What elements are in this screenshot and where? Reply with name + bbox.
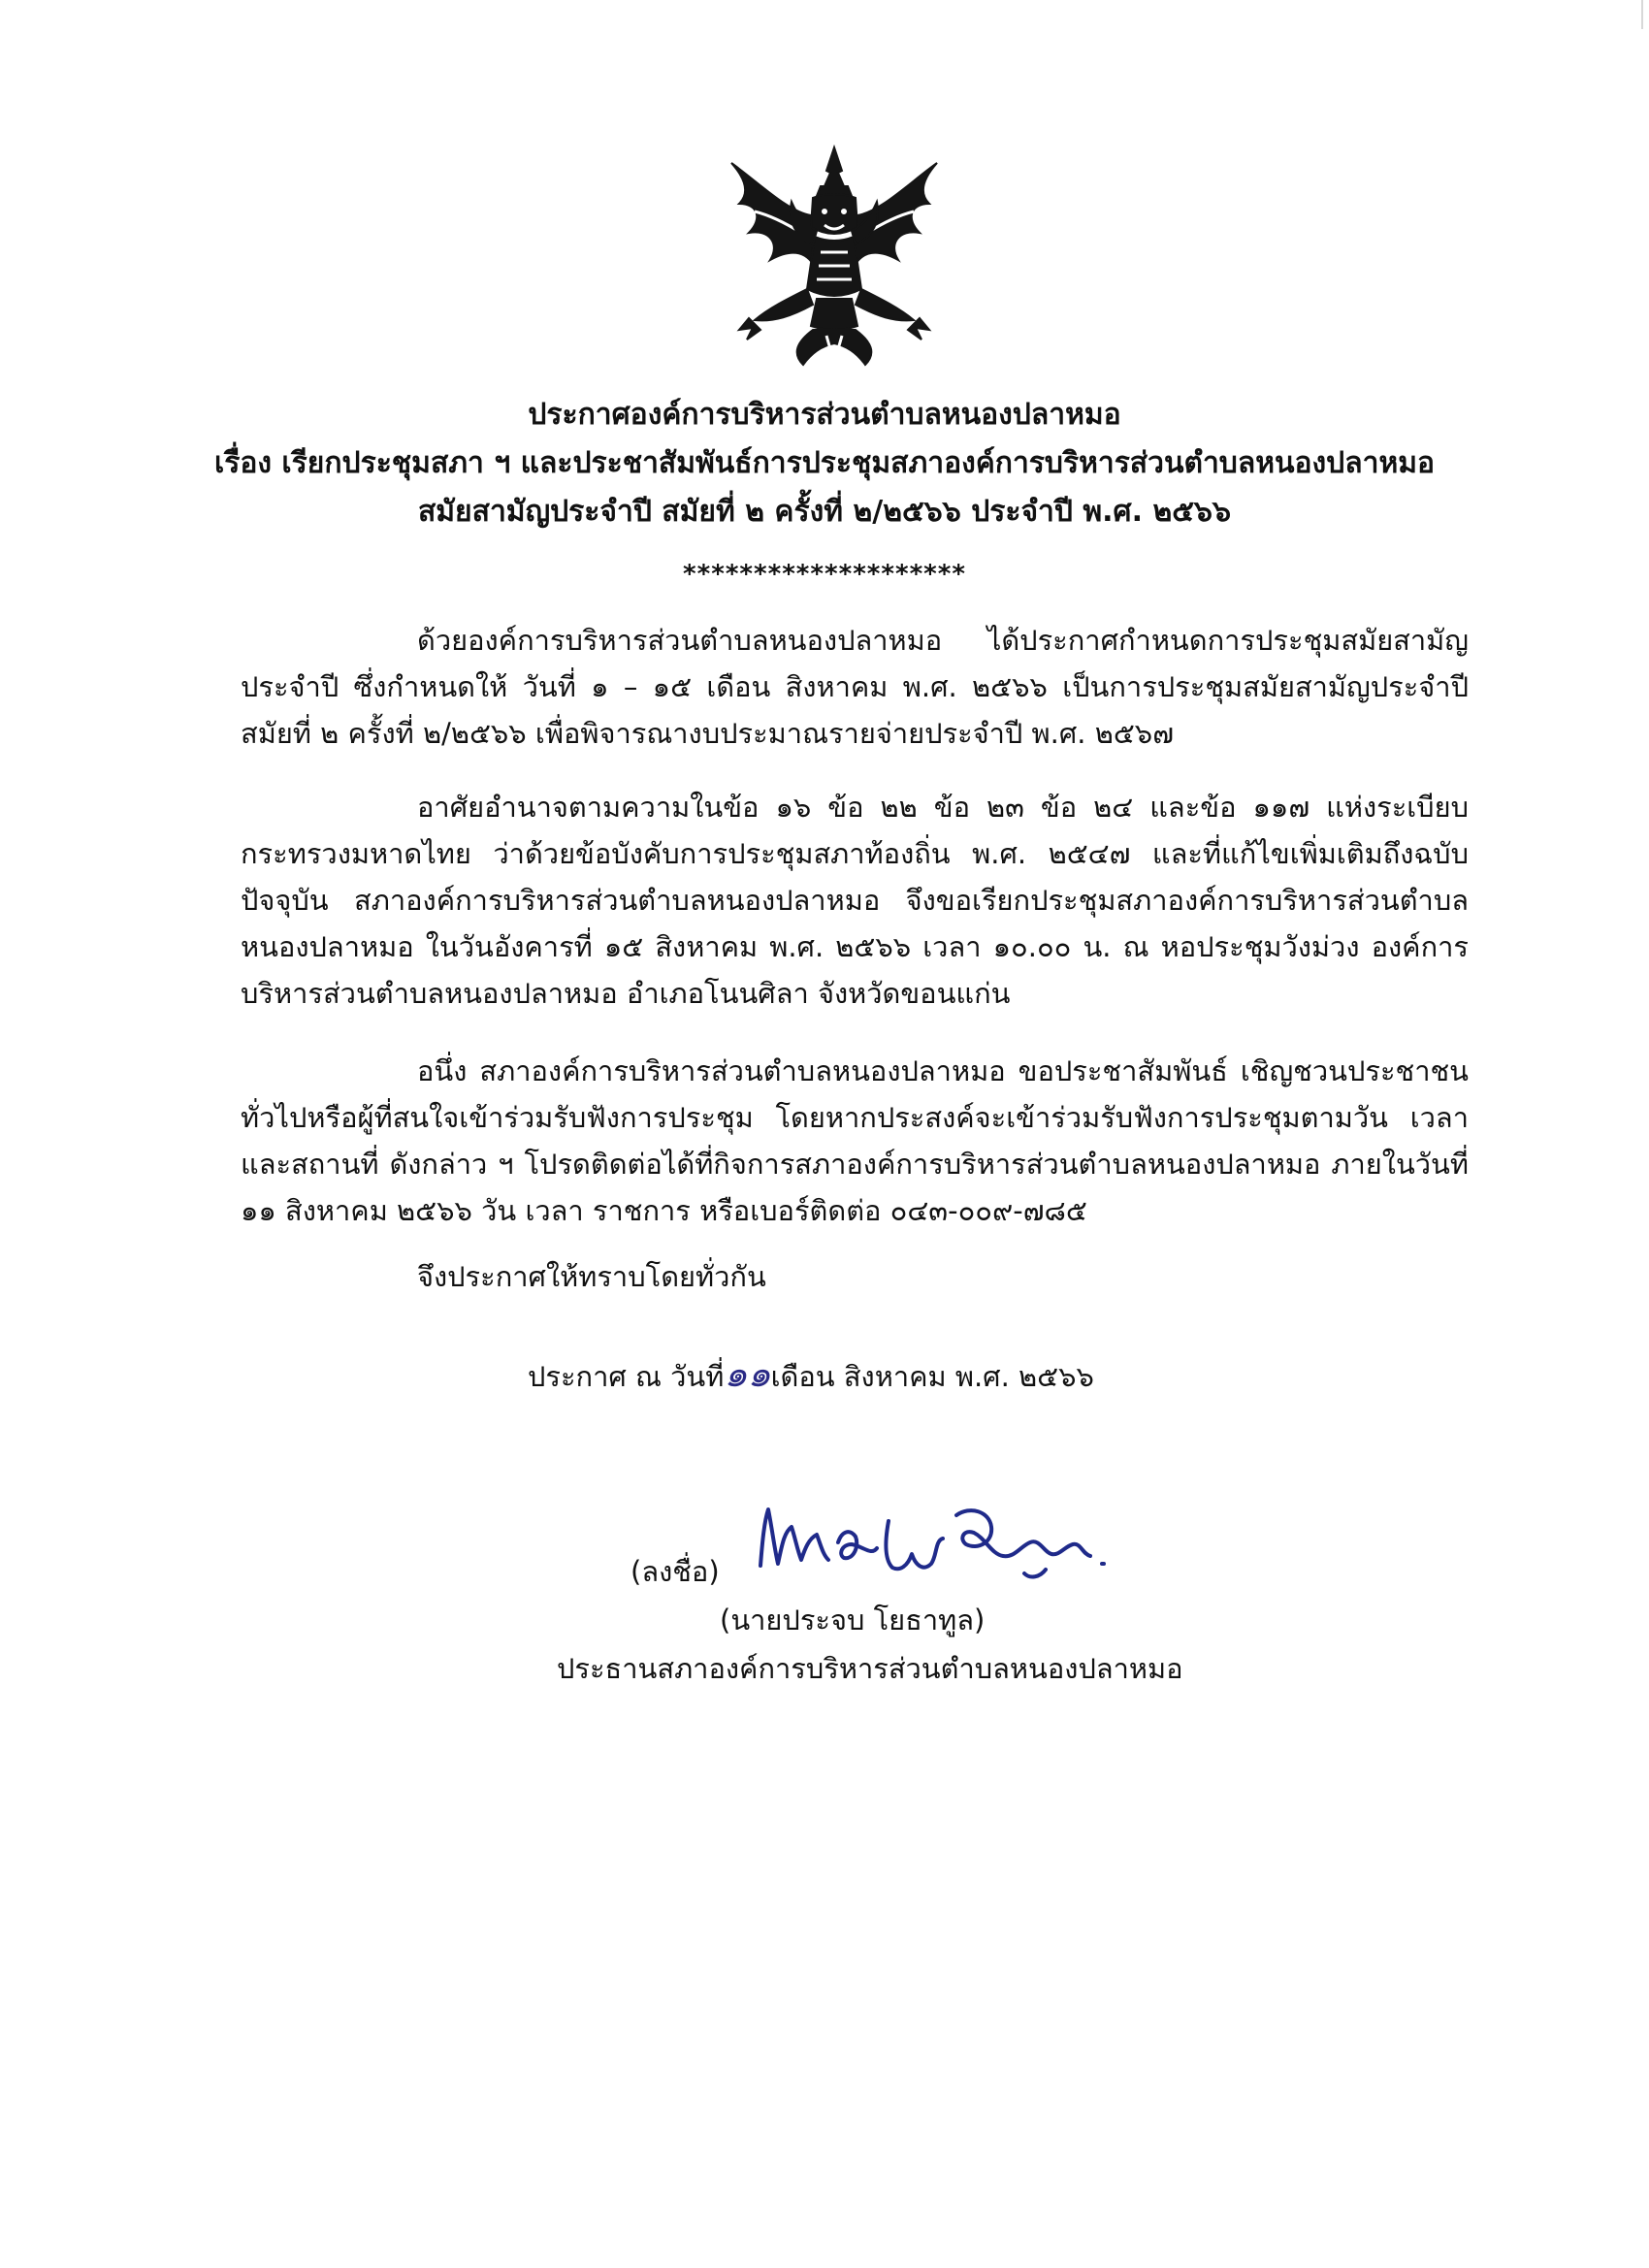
separator-stars: ******************** (683, 560, 966, 589)
date-day-handwritten: ๑๑ (724, 1352, 771, 1395)
paragraph-3-text: อนึ่ง สภาองค์การบริหารส่วนตำบลหนองปลาหมอ ขอประชาสัมพันธ์ เชิญชวนประชาชนทั่วไปหรือผู้ที่สนใจเข้าร่วมรับฟังการประชุม โดยหากประสงค์จะเข้าร่วมรับฟังการประชุมตามวัน เวลา และสถานที่ ดังกล่าว ฯ โปรดติดต่อได้ที่กิจการสภาองค์การบริหารส่วนตำบลหนองปลาหมอ ภายในวันที่ ๑๑ สิงหาคม ๒๕๖๖ วัน เวลา ราชการ หรือเบอร์ติดต่อ ๐๔๓-๐๐๙-๗๘๕ (241, 1054, 1469, 1227)
paragraph-2-text: อาศัยอำนาจตามความในข้อ ๑๖ ข้อ ๒๒ ข้อ ๒๓ ข้อ ๒๔ และข้อ ๑๑๗ แห่งระเบียบกระทรวงมหาดไทย ว่าด้วยข้อบังคับการประชุมสภาท้องถิ่น พ.ศ. ๒๕๔๗ และที่แก้ไขเพิ่มเติมถึงฉบับปัจจุบัน สภาองค์การบริหารส่วนตำบลหนองปลาหมอ จึงขอเรียกประชุมสภาองค์การบริหารส่วนตำบลหนองปลาหมอ ในวันอังคารที่ ๑๕ สิงหาคม พ.ศ. ๒๕๖๖ เวลา ๑๐.๐๐ น. ณ หอประชุมวังม่วง องค์การบริหารส่วนตำบลหนองปลาหมอ อำเภอโนนศิลา จังหวัดขอนแก่น (241, 791, 1469, 1010)
paragraph-1 (241, 617, 1469, 757)
handwritten-signature (749, 1482, 1117, 1589)
announcement-title: ประกาศองค์การบริหารส่วนตำบลหนองปลาหมอ (528, 398, 1121, 432)
signature-label: (ลงชื่อ) (630, 1555, 720, 1588)
paragraph-2 (241, 784, 1469, 1017)
signatory-position: ประธานสภาองค์การบริหารส่วนตำบลหนองปลาหมอ (557, 1652, 1183, 1685)
paragraph-1-text: ด้วยองค์การบริหารส่วนตำบลหนองปลาหมอ ได้ประกาศกำหนดการประชุมสมัยสามัญประจำปี ซึ่งกำหนดให้ วันที่ ๑ – ๑๕ เดือน สิงหาคม พ.ศ. ๒๕๖๖ เป็นการประชุมสมัยสามัญประจำปี สมัยที่ ๒ ครั้งที่ ๒/๒๕๖๖ เพื่อพิจารณางบประมาณรายจ่ายประจำปี พ.ศ. ๒๕๖๗ (241, 624, 1469, 750)
printed-name: (นายประจบ โยธาทูล) (720, 1604, 986, 1636)
scan-edge (1641, 0, 1643, 29)
closing-statement: จึงประกาศให้ทราบโดยทั่วกัน (417, 1260, 766, 1293)
paragraph-3 (241, 1048, 1469, 1234)
subject-line: เรื่อง เรียกประชุมสภา ฯ และประชาสัมพันธ์การประชุมสภาองค์การบริหารส่วนตำบลหนองปลาหมอ (213, 446, 1436, 480)
session-line: สมัยสามัญประจำปี สมัยที่ ๒ ครั้งที่ ๒/๒๕๖๖ ประจำปี พ.ศ. ๒๕๖๖ (417, 495, 1232, 529)
date-line (528, 1354, 1094, 1396)
date-suffix: เดือน สิงหาคม พ.ศ. ๒๕๖๖ (770, 1360, 1094, 1393)
date-prefix: ประกาศ ณ วันที่ (528, 1360, 725, 1393)
garuda-emblem-icon (720, 144, 949, 369)
